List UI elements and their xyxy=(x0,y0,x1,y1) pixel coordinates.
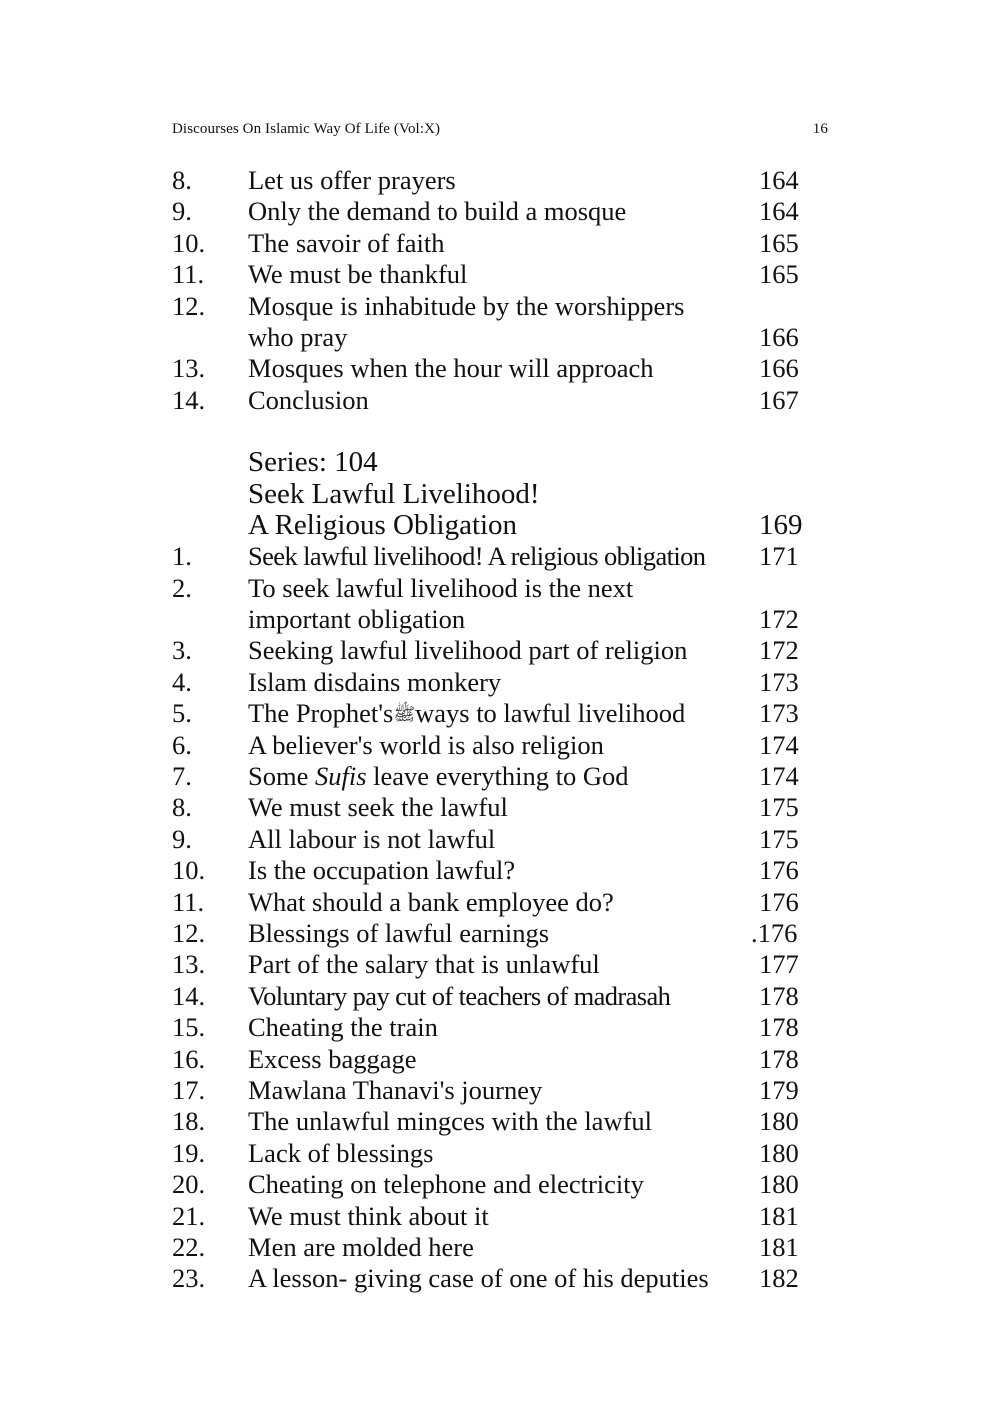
entry-number: 14. xyxy=(172,384,206,415)
toc-entry xyxy=(172,1075,812,1106)
entry-page: 172 xyxy=(759,604,799,635)
entry-title: Only the demand to build a mosque xyxy=(248,196,627,227)
toc-entry xyxy=(172,667,812,698)
entry-number: 5. xyxy=(172,698,192,729)
entry-title: All labour is not lawful xyxy=(248,823,496,854)
entry-number: 9. xyxy=(172,196,192,227)
series-subtitle: A Religious Obligation xyxy=(248,508,518,541)
entry-title: Lack of blessings xyxy=(248,1137,434,1168)
entry-number: 20. xyxy=(172,1169,206,1200)
entry-title: important obligation xyxy=(248,604,466,635)
toc-entry xyxy=(172,1201,812,1232)
toc-entry xyxy=(172,1012,812,1043)
entry-page: 173 xyxy=(759,698,799,729)
entry-number: 13. xyxy=(172,949,206,980)
entry-number: 15. xyxy=(172,1012,206,1043)
entry-number: 13. xyxy=(172,353,206,384)
entry-page: 174 xyxy=(759,761,799,792)
toc-entry-continuation xyxy=(172,322,812,353)
entry-page: 164 xyxy=(759,196,799,227)
entry-title-part: ways to lawful livelihood xyxy=(415,698,686,729)
toc-entry xyxy=(172,259,812,290)
series-heading-line xyxy=(172,447,812,478)
entry-number: 12. xyxy=(172,917,206,948)
entry-number: 8. xyxy=(172,165,192,195)
entry-number: 10. xyxy=(172,855,206,886)
entry-number: 11. xyxy=(172,886,205,917)
entry-page: 180 xyxy=(759,1169,799,1200)
entry-title-part: leave everything to God xyxy=(366,761,629,792)
toc-entry xyxy=(172,165,812,196)
toc-entry xyxy=(172,1138,812,1169)
toc-entry xyxy=(172,1169,812,1200)
entry-title: We must be thankful xyxy=(248,259,468,290)
running-head xyxy=(172,121,828,141)
entry-page: .176 xyxy=(751,917,798,948)
entry-number: 18. xyxy=(172,1106,206,1137)
entry-title: The savoir of faith xyxy=(248,227,445,258)
entry-page: 176 xyxy=(759,886,799,917)
entry-title: Mosques when the hour will approach xyxy=(248,353,654,384)
entry-number: 9. xyxy=(172,823,192,854)
entry-number: 12. xyxy=(172,290,206,321)
entry-page: 174 xyxy=(759,729,799,760)
entry-number: 6. xyxy=(172,729,192,760)
entry-number: 22. xyxy=(172,1231,206,1262)
entry-page: 164 xyxy=(759,165,799,195)
entry-title: Is the occupation lawful? xyxy=(248,855,516,886)
entry-number: 19. xyxy=(172,1137,206,1168)
page-number: 16 xyxy=(812,121,828,137)
entry-page: 179 xyxy=(759,1074,799,1105)
entry-page: 173 xyxy=(759,666,799,697)
section-spacer xyxy=(172,416,812,447)
entry-title-italic: Sufis xyxy=(315,761,367,792)
entry-title: Blessings of lawful earnings xyxy=(248,917,550,948)
entry-page: 178 xyxy=(759,980,799,1011)
entry-number: 2. xyxy=(172,572,192,603)
entry-title: Let us offer prayers xyxy=(248,165,456,195)
entry-page: 182 xyxy=(759,1263,799,1294)
entry-title-part: Some xyxy=(248,761,315,792)
entry-number: 10. xyxy=(172,227,206,258)
entry-number: 23. xyxy=(172,1263,206,1294)
toc-entry xyxy=(172,541,812,572)
toc-entry xyxy=(172,761,812,792)
series-heading-line xyxy=(172,510,812,541)
entry-title: Men are molded here xyxy=(248,1231,474,1262)
toc-entry xyxy=(172,887,812,918)
entry-title-part: The Prophet's xyxy=(248,698,394,729)
entry-page: 176 xyxy=(759,855,799,886)
toc-entry xyxy=(172,1295,812,1326)
entry-title: Part of the salary that is unlawful xyxy=(248,949,600,980)
entry-title: Cheating the train xyxy=(248,1012,438,1043)
entry-title: Cheating on telephone and electricity xyxy=(248,1169,644,1200)
book-title: Discourses On Islamic Way Of Life (Vol:X) xyxy=(172,121,441,137)
entry-page: 171 xyxy=(759,541,799,572)
toc-entry xyxy=(172,1106,812,1137)
entry-page: 181 xyxy=(759,1231,799,1262)
entry-number: 14. xyxy=(172,980,206,1011)
toc-entry xyxy=(172,635,812,666)
entry-page: 178 xyxy=(759,1043,799,1074)
toc-entry xyxy=(172,196,812,227)
entry-number: 8. xyxy=(172,792,192,823)
entry-number: 4. xyxy=(172,666,192,697)
entry-number: 7. xyxy=(172,761,192,792)
entry-number: 1. xyxy=(172,541,192,572)
entry-number: 17. xyxy=(172,1074,206,1105)
toc-entry-continuation xyxy=(172,604,812,635)
toc-entry xyxy=(172,918,812,949)
series-heading-line xyxy=(172,479,812,510)
entry-number: 16. xyxy=(172,1043,206,1074)
entry-title: Mosque is inhabitude by the worshippers xyxy=(248,290,685,321)
series-page: 169 xyxy=(759,508,803,541)
entry-page: 181 xyxy=(759,1200,799,1231)
entry-title: Voluntary pay cut of teachers of madrasah xyxy=(248,980,671,1011)
entry-title: The unlawful mingces with the lawful xyxy=(248,1106,653,1137)
entry-title: Seeking lawful livelihood part of religion xyxy=(248,635,688,666)
entry-title: Conclusion xyxy=(248,384,369,415)
entry-title: We must think about it xyxy=(248,1200,489,1231)
entry-page: 180 xyxy=(759,1106,799,1137)
entry-title: To seek lawful livelihood is the next xyxy=(248,572,634,603)
toc-entry xyxy=(172,353,812,384)
entry-title: Mawlana Thanavi's journey xyxy=(248,1074,543,1105)
entry-page: 167 xyxy=(759,384,799,415)
entry-number: 11. xyxy=(172,259,205,290)
toc-entry xyxy=(172,949,812,980)
entry-title: Excess baggage xyxy=(248,1043,417,1074)
toc-entry xyxy=(172,698,812,729)
entry-title: Seek lawful livelihood! A religious obligation xyxy=(248,541,706,572)
toc-entry xyxy=(172,824,812,855)
entry-page: 165 xyxy=(759,227,799,258)
entry-title: What should a bank employee do? xyxy=(248,886,614,917)
toc-entry xyxy=(172,291,812,322)
entry-title: We must seek the lawful xyxy=(248,792,508,823)
toc-entry xyxy=(172,1044,812,1075)
entry-page: 177 xyxy=(759,949,799,980)
entry-page: 165 xyxy=(759,259,799,290)
toc-entry xyxy=(172,730,812,761)
table-of-contents xyxy=(172,165,812,1326)
salutation-glyph-icon: ﷺ xyxy=(393,704,416,725)
toc-entry xyxy=(172,385,812,416)
entry-page: 180 xyxy=(759,1137,799,1168)
entry-title: who pray xyxy=(248,321,348,352)
toc-entry xyxy=(172,573,812,604)
toc-entry xyxy=(172,228,812,259)
entry-page: 175 xyxy=(759,792,799,823)
toc-entry xyxy=(172,1263,812,1294)
entry-number: 3. xyxy=(172,635,192,666)
toc-entry xyxy=(172,855,812,886)
entry-title: Islam disdains monkery xyxy=(248,666,502,697)
entry-title: A believer's world is also religion xyxy=(248,729,604,760)
toc-entry xyxy=(172,981,812,1012)
toc-entry xyxy=(172,792,812,823)
entry-title xyxy=(248,698,685,730)
series-number: Series: 104 xyxy=(248,446,378,479)
entry-page: 175 xyxy=(759,823,799,854)
entry-title xyxy=(248,761,629,792)
entry-page: 172 xyxy=(759,635,799,666)
entry-page: 166 xyxy=(759,353,799,384)
entry-number: 21. xyxy=(172,1200,206,1231)
entry-page: 178 xyxy=(759,1012,799,1043)
entry-page: 166 xyxy=(759,321,799,352)
series-title: Seek Lawful Livelihood! xyxy=(248,477,540,510)
toc-entry xyxy=(172,1232,812,1263)
entry-title: A lesson- giving case of one of his deputies xyxy=(248,1263,709,1294)
